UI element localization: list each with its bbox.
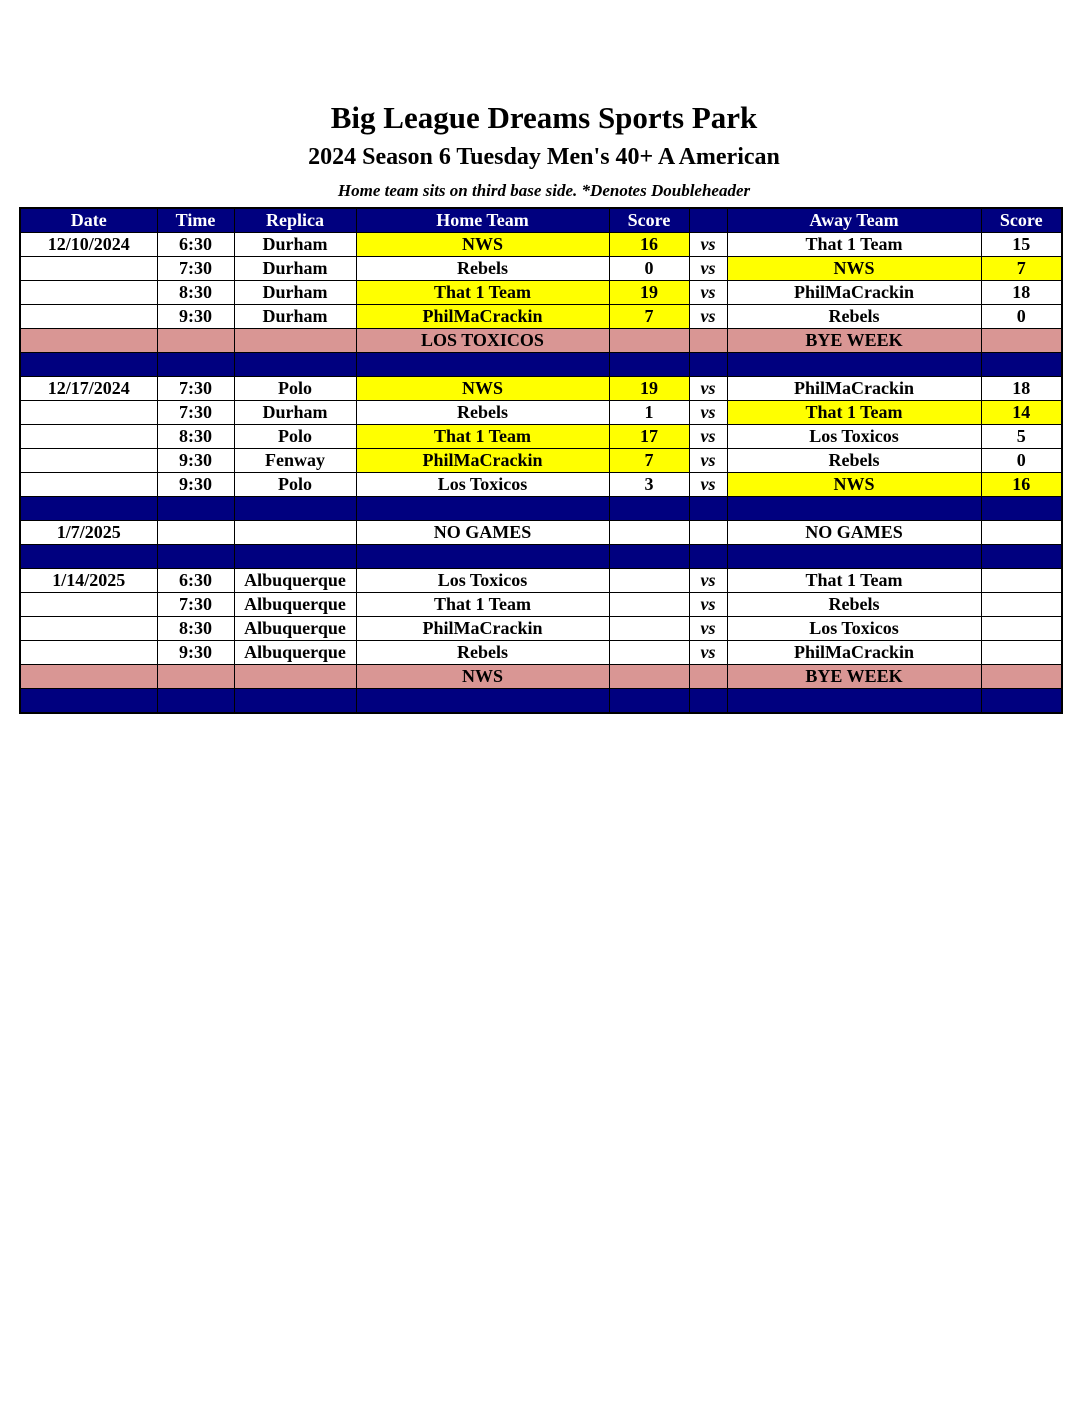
game-row <box>20 257 1062 281</box>
week-separator-row <box>20 545 1062 569</box>
replica-cell <box>234 521 356 545</box>
date-cell <box>20 617 157 641</box>
page-title: Big League Dreams Sports Park <box>330 100 758 135</box>
separator-cell <box>689 689 727 714</box>
date-cell: 12/10/2024 <box>20 233 157 257</box>
replica-cell: Albuquerque <box>234 593 356 617</box>
replica-cell: Polo <box>234 473 356 497</box>
separator-cell <box>981 497 1062 521</box>
separator-cell <box>234 497 356 521</box>
replica-cell: Albuquerque <box>234 641 356 665</box>
bye-team-cell: LOS TOXICOS <box>356 329 609 353</box>
col-header-time: Time <box>157 208 234 233</box>
home-team-cell: PhilMaCrackin <box>356 305 609 329</box>
game-row <box>20 569 1062 593</box>
separator-cell <box>356 545 609 569</box>
separator-cell <box>157 497 234 521</box>
away-score-cell <box>981 617 1062 641</box>
replica-cell: Fenway <box>234 449 356 473</box>
date-cell <box>20 281 157 305</box>
away-team-cell: That 1 Team <box>727 401 981 425</box>
date-cell <box>20 449 157 473</box>
replica-cell: Polo <box>234 377 356 401</box>
vs-label: vs <box>689 569 727 593</box>
vs-label: vs <box>689 617 727 641</box>
away-team-cell: Los Toxicos <box>727 425 981 449</box>
home-score-cell: 0 <box>609 257 689 281</box>
replica-cell: Albuquerque <box>234 617 356 641</box>
empty-cell <box>234 329 356 353</box>
time-cell <box>157 521 234 545</box>
time-cell: 6:30 <box>157 233 234 257</box>
away-score-cell: 5 <box>981 425 1062 449</box>
vs-label: vs <box>689 401 727 425</box>
home-score-cell: 16 <box>609 233 689 257</box>
separator-cell <box>234 545 356 569</box>
empty-cell <box>981 665 1062 689</box>
date-cell <box>20 401 157 425</box>
game-row <box>20 233 1062 257</box>
away-team-cell: That 1 Team <box>727 569 981 593</box>
vs-label <box>689 521 727 545</box>
empty-cell <box>20 329 157 353</box>
col-header-away-score: Score <box>981 208 1062 233</box>
col-header-away-team: Away Team <box>727 208 981 233</box>
replica-cell: Durham <box>234 281 356 305</box>
week-separator-row <box>20 689 1062 714</box>
date-cell <box>20 641 157 665</box>
week-separator-row <box>20 353 1062 377</box>
separator-cell <box>609 689 689 714</box>
separator-cell <box>727 353 981 377</box>
vs-label: vs <box>689 377 727 401</box>
time-cell: 9:30 <box>157 449 234 473</box>
away-score-cell: 0 <box>981 305 1062 329</box>
empty-cell <box>689 665 727 689</box>
home-score-cell <box>609 521 689 545</box>
game-row <box>20 521 1062 545</box>
replica-cell: Durham <box>234 401 356 425</box>
separator-cell <box>20 545 157 569</box>
game-row <box>20 281 1062 305</box>
away-team-cell: Los Toxicos <box>727 617 981 641</box>
vs-label: vs <box>689 305 727 329</box>
date-cell: 1/7/2025 <box>20 521 157 545</box>
time-cell: 8:30 <box>157 617 234 641</box>
separator-cell <box>234 689 356 714</box>
replica-cell: Durham <box>234 257 356 281</box>
empty-cell <box>157 329 234 353</box>
away-score-cell <box>981 569 1062 593</box>
away-score-cell: 15 <box>981 233 1062 257</box>
separator-cell <box>609 353 689 377</box>
date-cell <box>20 425 157 449</box>
home-team-cell: Rebels <box>356 257 609 281</box>
separator-cell <box>689 353 727 377</box>
page-subtitle: 2024 Season 6 Tuesday Men's 40+ A American <box>308 144 780 170</box>
separator-cell <box>356 353 609 377</box>
game-row <box>20 425 1062 449</box>
separator-cell <box>20 353 157 377</box>
separator-cell <box>727 689 981 714</box>
vs-label: vs <box>689 257 727 281</box>
home-score-cell <box>609 617 689 641</box>
separator-cell <box>157 353 234 377</box>
replica-cell: Durham <box>234 233 356 257</box>
home-team-cell: That 1 Team <box>356 593 609 617</box>
table-header-row <box>20 208 1062 233</box>
col-header-home-team: Home Team <box>356 208 609 233</box>
away-team-cell: That 1 Team <box>727 233 981 257</box>
separator-cell <box>981 689 1062 714</box>
away-score-cell: 0 <box>981 449 1062 473</box>
home-team-cell: That 1 Team <box>356 425 609 449</box>
away-score-cell: 7 <box>981 257 1062 281</box>
replica-cell: Albuquerque <box>234 569 356 593</box>
empty-cell <box>689 329 727 353</box>
home-score-cell <box>609 569 689 593</box>
replica-cell: Durham <box>234 305 356 329</box>
time-cell: 7:30 <box>157 257 234 281</box>
away-team-cell: PhilMaCrackin <box>727 641 981 665</box>
col-header-vs <box>689 208 727 233</box>
time-cell: 8:30 <box>157 281 234 305</box>
home-score-cell <box>609 641 689 665</box>
schedule-table <box>19 207 1063 714</box>
separator-cell <box>981 353 1062 377</box>
away-team-cell: Rebels <box>727 449 981 473</box>
vs-label: vs <box>689 473 727 497</box>
separator-cell <box>689 497 727 521</box>
separator-cell <box>356 689 609 714</box>
separator-cell <box>727 545 981 569</box>
bye-week-label: BYE WEEK <box>727 329 981 353</box>
schedule-note: Home team sits on third base side. *Denotes Doubleheader <box>337 181 751 200</box>
date-cell <box>20 257 157 281</box>
away-score-cell: 18 <box>981 281 1062 305</box>
home-team-cell: NO GAMES <box>356 521 609 545</box>
time-cell: 7:30 <box>157 377 234 401</box>
replica-cell: Polo <box>234 425 356 449</box>
home-score-cell <box>609 593 689 617</box>
separator-cell <box>234 353 356 377</box>
home-team-cell: PhilMaCrackin <box>356 449 609 473</box>
week-separator-row <box>20 497 1062 521</box>
game-row <box>20 377 1062 401</box>
date-cell: 1/14/2025 <box>20 569 157 593</box>
vs-label: vs <box>689 449 727 473</box>
away-score-cell: 14 <box>981 401 1062 425</box>
home-score-cell: 3 <box>609 473 689 497</box>
date-cell <box>20 593 157 617</box>
date-cell: 12/17/2024 <box>20 377 157 401</box>
bye-week-label: BYE WEEK <box>727 665 981 689</box>
empty-cell <box>609 329 689 353</box>
separator-cell <box>20 689 157 714</box>
empty-cell <box>981 329 1062 353</box>
empty-cell <box>609 665 689 689</box>
home-team-cell: Rebels <box>356 641 609 665</box>
game-row <box>20 473 1062 497</box>
away-team-cell: Rebels <box>727 593 981 617</box>
away-score-cell <box>981 641 1062 665</box>
away-team-cell: Rebels <box>727 305 981 329</box>
separator-cell <box>356 497 609 521</box>
col-header-home-score: Score <box>609 208 689 233</box>
separator-cell <box>20 497 157 521</box>
home-team-cell: NWS <box>356 377 609 401</box>
home-score-cell: 17 <box>609 425 689 449</box>
away-score-cell: 16 <box>981 473 1062 497</box>
time-cell: 9:30 <box>157 305 234 329</box>
schedule-body <box>20 233 1062 714</box>
time-cell: 6:30 <box>157 569 234 593</box>
vs-label: vs <box>689 281 727 305</box>
col-header-replica: Replica <box>234 208 356 233</box>
separator-cell <box>157 689 234 714</box>
home-team-cell: Los Toxicos <box>356 473 609 497</box>
home-score-cell: 1 <box>609 401 689 425</box>
game-row <box>20 305 1062 329</box>
separator-cell <box>689 545 727 569</box>
game-row <box>20 449 1062 473</box>
away-team-cell: NO GAMES <box>727 521 981 545</box>
away-team-cell: NWS <box>727 473 981 497</box>
separator-cell <box>981 545 1062 569</box>
time-cell: 9:30 <box>157 473 234 497</box>
time-cell: 8:30 <box>157 425 234 449</box>
home-score-cell: 19 <box>609 377 689 401</box>
bye-team-cell: NWS <box>356 665 609 689</box>
game-row <box>20 617 1062 641</box>
vs-label: vs <box>689 593 727 617</box>
home-team-cell: Rebels <box>356 401 609 425</box>
separator-cell <box>609 545 689 569</box>
game-row <box>20 641 1062 665</box>
time-cell: 7:30 <box>157 401 234 425</box>
empty-cell <box>234 665 356 689</box>
home-team-cell: PhilMaCrackin <box>356 617 609 641</box>
home-score-cell: 7 <box>609 305 689 329</box>
home-score-cell: 19 <box>609 281 689 305</box>
vs-label: vs <box>689 641 727 665</box>
away-score-cell <box>981 521 1062 545</box>
away-team-cell: NWS <box>727 257 981 281</box>
bye-week-row <box>20 665 1062 689</box>
home-team-cell: Los Toxicos <box>356 569 609 593</box>
home-team-cell: That 1 Team <box>356 281 609 305</box>
vs-label: vs <box>689 233 727 257</box>
separator-cell <box>727 497 981 521</box>
game-row <box>20 401 1062 425</box>
separator-cell <box>157 545 234 569</box>
vs-label: vs <box>689 425 727 449</box>
game-row <box>20 593 1062 617</box>
away-score-cell <box>981 593 1062 617</box>
bye-week-row <box>20 329 1062 353</box>
date-cell <box>20 305 157 329</box>
separator-cell <box>609 497 689 521</box>
time-cell: 7:30 <box>157 593 234 617</box>
home-team-cell: NWS <box>356 233 609 257</box>
away-team-cell: PhilMaCrackin <box>727 281 981 305</box>
date-cell <box>20 473 157 497</box>
empty-cell <box>157 665 234 689</box>
time-cell: 9:30 <box>157 641 234 665</box>
away-team-cell: PhilMaCrackin <box>727 377 981 401</box>
empty-cell <box>20 665 157 689</box>
away-score-cell: 18 <box>981 377 1062 401</box>
home-score-cell: 7 <box>609 449 689 473</box>
col-header-date: Date <box>20 208 157 233</box>
